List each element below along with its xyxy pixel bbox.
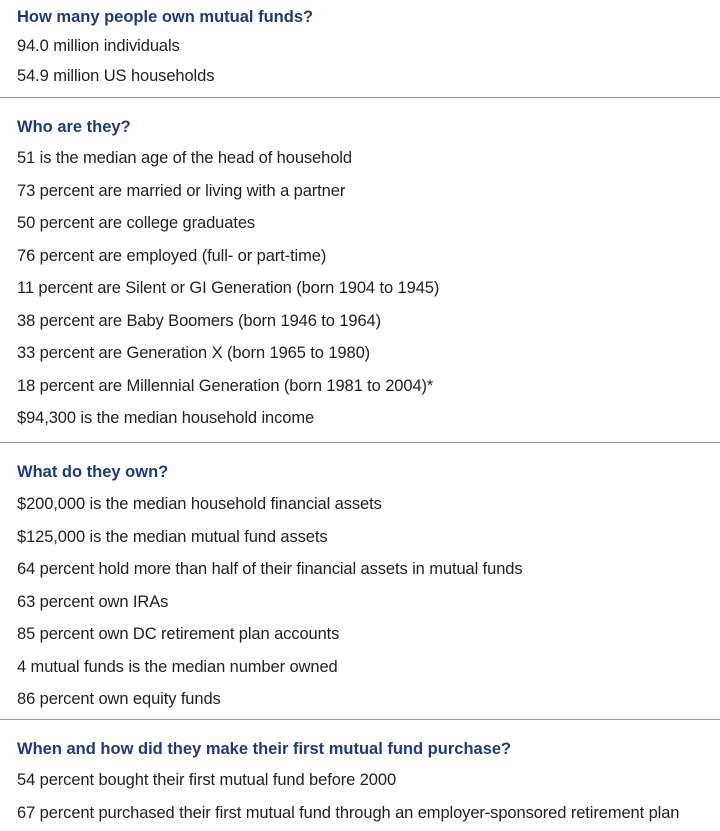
list-item: 64 percent hold more than half of their financial assets in mutual funds: [17, 560, 523, 578]
list-item: $200,000 is the median household financial assets: [17, 495, 382, 513]
list-item: 67 percent purchased their first mutual fund through an employer-sponsored retirement plan: [17, 803, 680, 822]
section-how-many: [0, 0, 720, 98]
list-item: 63 percent own IRAs: [17, 592, 169, 611]
list-item: 51 is the median age of the head of household: [17, 149, 352, 167]
section-what-do-they-own: [0, 443, 720, 720]
section-heading: Who are they?: [17, 118, 131, 136]
section-who-are-they: [0, 98, 720, 443]
list-item: 94.0 million individuals: [17, 37, 180, 55]
list-item: 33 percent are Generation X (born 1965 to 1980): [17, 344, 371, 362]
list-item: 18 percent are Millennial Generation (born 1981 to 2004)*: [17, 376, 434, 395]
list-item: $125,000 is the median mutual fund assets: [17, 527, 328, 546]
list-item: 86 percent own equity funds: [17, 690, 221, 708]
list-item: 85 percent own DC retirement plan accounts: [17, 625, 340, 643]
list-item: 54.9 million US households: [17, 67, 215, 85]
list-item: 54 percent bought their first mutual fund before 2000: [17, 771, 397, 789]
list-item: 11 percent are Silent or GI Generation (born 1904 to 1945): [17, 279, 440, 297]
list-item: 50 percent are college graduates: [17, 214, 256, 232]
section-first-purchase: [0, 720, 720, 831]
section-heading: When and how did they make their first mutual fund purchase?: [17, 740, 512, 758]
list-item: 73 percent are married or living with a partner: [17, 181, 346, 200]
list-item: 4 mutual funds is the median number owned: [17, 657, 338, 676]
section-heading: What do they own?: [17, 463, 169, 481]
list-item: $94,300 is the median household income: [17, 409, 315, 427]
list-item: 38 percent are Baby Boomers (born 1946 to 1964): [17, 311, 382, 330]
list-item: 76 percent are employed (full- or part-time): [17, 246, 327, 265]
section-heading: How many people own mutual funds?: [17, 8, 314, 26]
